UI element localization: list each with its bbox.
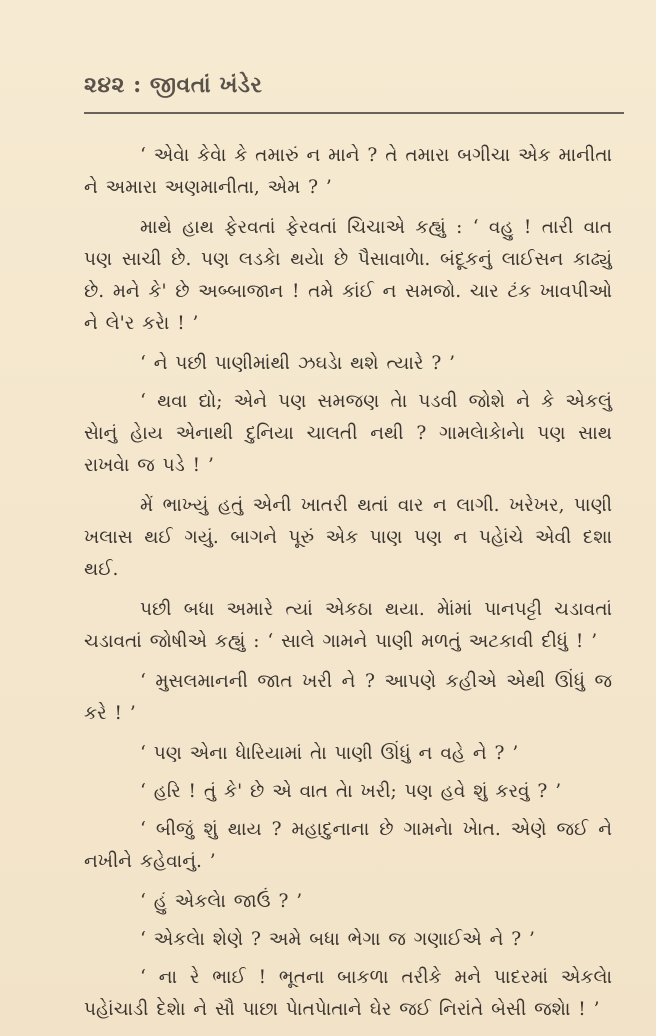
paragraph-6: પછી બધા અમારે ત્યાં એકઠા થયા. મેાંમાં પાનપટ્ટી ચડાવતાં ચડાવતાં જોષીએ કહ્યું : ‘ સાલે ગામને પાણી મળતું અટકાવી દીધું ! ’ xyxy=(84,599,612,652)
paragraph-12: ‘ એકલેા શેણે ? અમે બધા ભેગા જ ગણાઈએ ને ? ’ xyxy=(140,929,535,950)
paragraph-10: ‘ બીજું શું થાય ? મહાદુનાના છે ગામનેા ખેાત. એણે જઈ ને નખીને કહેવાનું. ’ xyxy=(84,819,612,872)
paragraph-7: ‘ મુસલમાનની જાત ખરી ને ? આપણે કહીએ એથી ઊંધું જ કરે ! ’ xyxy=(84,671,612,724)
paragraph-8: ‘ પણ એના ધેારિયામાં તેા પાણી ઊંધું ન વહે ને ? ’ xyxy=(140,743,519,764)
paragraph-3: ‘ ને પછી પાણીમાંથી ઝઘડેા થશે ત્યારે ? ’ xyxy=(140,353,455,374)
paragraph-11: ‘ હું એકલેા જાઉં ? ’ xyxy=(140,891,303,912)
paragraph-1: ‘ એવેા કેવેા કે તમારું ન માને ? તે તમારા બગીચા એક માનીતા ને અમારા અણમાનીતા, એમ ? ’ xyxy=(84,145,612,198)
paragraph-5: મેં ભાખ્યું હતું એની ખાતરી થતાં વાર ન લાગી. ખરેખર, પાણી ખલાસ થઈ ગયું. બાગને પૂરું એક પાણ પણ ન પહેાંચે એવી દશા થઈ. xyxy=(84,495,612,580)
header-rule xyxy=(84,112,624,114)
paragraph-9: ‘ હરિ ! તું કે' છે એ વાત તેા ખરી; પણ હવે શું કરવું ? ’ xyxy=(140,781,562,802)
running-head: ૨૪૨ : જીવતાં ખંડેર xyxy=(84,72,263,98)
paragraph-4: ‘ થવા દ્યો; એને પણ સમજણ તેા પડવી જોશે ને કે એકલું સેાનું હેાય એનાથી દુનિયા ચાલતી નથી ? ગામલેાકેાનેા પણ સાથ રાખવેા જ પડે ! ’ xyxy=(84,391,612,476)
paragraph-13: ‘ ના રે ભાઈ ! ભૂતના બાકળા તરીકે મને પાદરમાં એકલેા પહેાંચાડી દેશેા ને સૌ પાછા પેાતપેાતાને ઘેર જઈ નિરાંતે બેસી જશેા ! ’ xyxy=(84,967,612,1020)
paragraph-2: માથે હાથ ફેરવતાં ફેરવતાં ચિચાએ કહ્યું : ‘ વહુ ! તારી વાત પણ સાચી છે. પણ લડકેા થયેા છે પૈસાવાળેા. બંદૂકનું લાઈસન કાઢ્યું છે. મને કે' છે અબ્બાજાન ! તમે કાંઈ ન સમજો. ચાર ટંક ખાવપીઓ ને લે'ર કરેા ! ’ xyxy=(84,217,612,334)
